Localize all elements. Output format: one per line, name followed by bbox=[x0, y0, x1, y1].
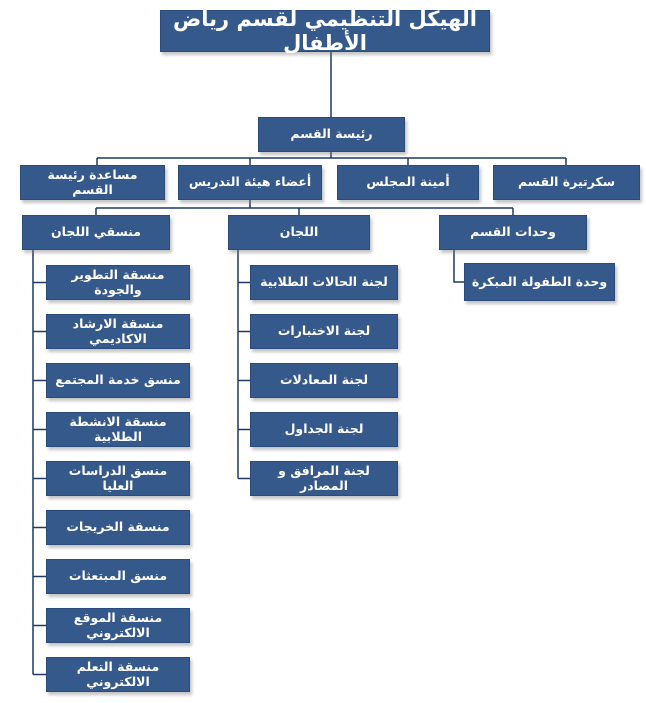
node-committee-coordinators: منسقي اللجان bbox=[22, 215, 170, 250]
node-coordinator-scholarship: منسق المبتعثات bbox=[46, 559, 190, 594]
node-committee-exams: لجنة الاختبارات bbox=[250, 314, 398, 349]
node-committee-schedules: لجنة الجداول bbox=[250, 412, 398, 447]
node-coordinator-alumnae: منسقة الخريجات bbox=[46, 510, 190, 545]
node-assistant-head: مساعدة رئيسة القسم bbox=[20, 165, 165, 200]
node-department-units: وحدات القسم bbox=[439, 215, 587, 250]
connector-units-child bbox=[454, 250, 464, 282]
node-committee-equivalency: لجنة المعادلات bbox=[250, 363, 398, 398]
node-faculty-members: أعضاء هيئة التدريس bbox=[178, 165, 322, 200]
chart-title: الهيكل التنظيمي لقسم رياض الأطفال bbox=[160, 10, 490, 52]
node-committees: اللجان bbox=[228, 215, 370, 250]
node-coordinator-graduate-studies: منسق الدراسات العليا bbox=[46, 461, 190, 496]
node-early-childhood-unit: وحدة الطفولة المبكرة bbox=[464, 263, 615, 301]
node-coordinator-website: منسقة الموقع الالكتروني bbox=[46, 608, 190, 643]
connector-root-level2 bbox=[97, 152, 566, 165]
node-coordinator-development-quality: منسقة التطوير والجودة bbox=[46, 265, 190, 300]
node-committee-student-cases: لجنة الحالات الطلابية bbox=[250, 265, 398, 300]
connector-committees-spine bbox=[238, 250, 250, 479]
node-council-secretary: أمينة المجلس bbox=[337, 165, 479, 200]
node-department-head: رئيسة القسم bbox=[258, 117, 405, 152]
node-department-secretary: سكرتيرة القسم bbox=[493, 165, 640, 200]
node-coordinator-student-activities: منسقة الانشطة الطلابية bbox=[46, 412, 190, 447]
node-coordinator-academic-advising: منسقة الارشاد الاكاديمي bbox=[46, 314, 190, 349]
node-coordinator-community-service: منسق خدمة المجتمع bbox=[46, 363, 190, 398]
connector-faculty-level3 bbox=[96, 200, 513, 215]
node-committee-facilities-resources: لجنة المرافق و المصادر bbox=[250, 461, 398, 496]
connector-coordinators-spine bbox=[33, 250, 46, 675]
node-coordinator-elearning: منسقة التعلم الالكتروني bbox=[46, 657, 190, 692]
